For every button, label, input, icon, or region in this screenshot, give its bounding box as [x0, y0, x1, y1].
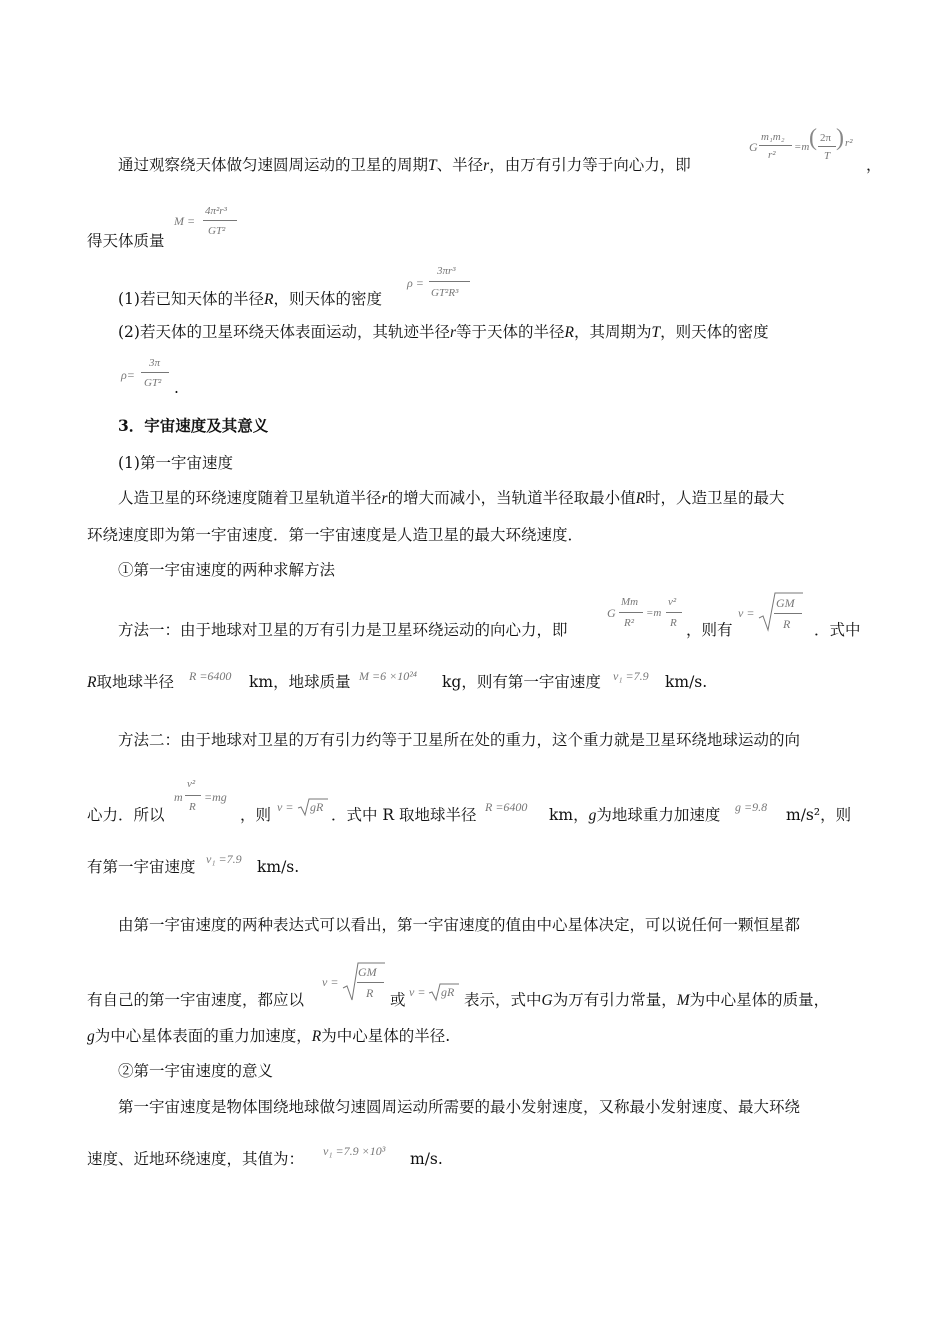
paragraph-line: [118, 155, 691, 176]
paragraph-line: 由第一宇宙速度的两种表达式可以看出，第一宇宙速度的值由中心星体决定，可以说任何一颗恒星都: [118, 916, 801, 934]
var: r: [449, 324, 457, 341]
var: R: [263, 291, 274, 308]
formula-numerator: 4π²r³: [205, 205, 227, 217]
text: ．式中 R 取地球半径: [331, 806, 477, 824]
fraction-bar: [203, 220, 237, 221]
formula-text: v =: [738, 606, 755, 620]
paragraph-line: ①第一宇宙速度的两种求解方法: [118, 561, 336, 579]
text: kg，则有第一宇宙速度: [442, 673, 601, 691]
text: 速度、近地环绕速度，其值为：: [87, 1150, 305, 1168]
var: R: [564, 324, 574, 341]
text: (1)若已知天体的半径: [118, 290, 264, 308]
formula-numerator: Mm: [621, 596, 639, 608]
text: 取地球半径: [96, 673, 174, 691]
text: 人造卫星的环绕速度随着卫星轨道半径: [118, 489, 382, 507]
subsection-title: (1)第一宇宙速度: [118, 454, 233, 472]
fraction-bar: [619, 612, 643, 613]
formula-text: =mg: [204, 790, 227, 804]
formula-text: G: [749, 140, 758, 154]
fraction-bar: [759, 145, 792, 146]
formula-numerator: 3πr³: [437, 265, 456, 277]
text: [549, 805, 720, 826]
formula-earth-radius: R =6400: [485, 800, 528, 814]
fraction-bar: [774, 613, 802, 614]
formula-denominator: GT²: [144, 377, 162, 389]
text: km，: [549, 806, 589, 824]
formula-text: gR: [310, 800, 324, 814]
text: 为万有引力常量，: [552, 991, 677, 1009]
paren-right-icon: ): [836, 125, 844, 151]
formula-text: m: [174, 790, 183, 804]
formula-numerator: GM: [358, 965, 377, 979]
formula-numerator: 3π: [149, 357, 161, 369]
formula-text: gR: [441, 985, 455, 999]
paren-left-icon: (: [809, 125, 817, 151]
formula-text: ρ =: [407, 276, 424, 290]
formula-text: ρ=: [121, 368, 135, 382]
formula-numerator: v²: [187, 778, 196, 790]
formula-text: v =: [322, 975, 339, 989]
var: g: [588, 807, 597, 824]
var: R: [87, 674, 97, 691]
formula-text: M =: [174, 214, 196, 228]
formula-denominator: R: [366, 986, 374, 1000]
paragraph-line: 得天体质量: [87, 232, 165, 250]
text: 有自己的第一宇宙速度，都应以: [87, 991, 305, 1009]
text: 心力．所以: [87, 806, 165, 824]
text: (2)若天体的卫星环绕天体表面运动，其轨迹半径: [118, 323, 450, 341]
var: T: [428, 157, 437, 174]
paragraph-line: [118, 289, 382, 310]
var: T: [651, 324, 661, 341]
formula-earth-mass: M =6 ×10²⁴: [359, 669, 417, 683]
paragraph-line: ②第一宇宙速度的意义: [118, 1062, 274, 1080]
period: .: [174, 379, 179, 397]
text: 时，人造卫星的最大: [645, 489, 785, 507]
text: 为中心星体的半径.: [321, 1027, 451, 1045]
formula-denominator: R: [189, 801, 196, 813]
var: r: [381, 490, 388, 507]
formula-text: =m: [646, 607, 662, 619]
formula-text: =m: [794, 141, 810, 153]
text: [464, 990, 829, 1011]
paragraph-line: 方法二：由于地球对卫星的万有引力约等于卫星所在处的重力，这个重力就是卫星环绕地球运动的向: [118, 731, 801, 749]
formula-numerator: v²: [668, 596, 677, 608]
formula-g: g =9.8: [735, 800, 768, 814]
formula-text: r²: [845, 137, 853, 149]
text: 有第一宇宙速度: [87, 858, 196, 876]
text: 、半径: [436, 156, 484, 174]
text: 表示，式中: [464, 991, 542, 1009]
formula-v1: v₁ =7.9: [206, 852, 242, 866]
section-heading: 3．宇宙速度及其意义: [118, 416, 269, 435]
text: 等于天体的半径: [456, 323, 565, 341]
text: ，则: [240, 806, 272, 824]
formula-v1: v₁ =7.9: [613, 669, 649, 683]
formula-denominator: GT²: [208, 225, 226, 237]
paragraph-line: 环绕速度即为第一宇宙速度．第一宇宙速度是人造卫星的最大环绕速度．: [87, 526, 584, 544]
text: m/s.: [410, 1150, 443, 1168]
var: g: [87, 1028, 95, 1045]
paragraph-line: [118, 488, 785, 509]
text: m/s²，则: [786, 806, 852, 824]
text: ．式中: [814, 621, 861, 639]
formula-v1-value: v₁ =7.9 ×10³: [323, 1144, 386, 1158]
formula-denominator: r²: [768, 149, 776, 161]
var: G: [541, 992, 553, 1009]
paragraph-line: [118, 322, 769, 343]
var: R: [635, 490, 646, 507]
text: 为中心星体的质量，: [689, 991, 830, 1009]
formula-denominator: R: [783, 617, 791, 631]
formula-denominator: GT²R³: [431, 287, 459, 299]
text: ，则天体的密度: [273, 290, 382, 308]
text: km，地球质量: [249, 673, 351, 691]
formula-numerator: m₁m₂: [761, 131, 785, 143]
text: 通过观察绕天体做匀速圆周运动的卫星的周期: [118, 156, 429, 174]
var: M: [676, 992, 690, 1009]
fraction-bar: [666, 612, 682, 613]
formula-text: G: [607, 606, 616, 620]
text: ，其周期为: [574, 323, 652, 341]
formula-denominator: R: [670, 617, 677, 629]
formula-text: v =: [409, 985, 426, 999]
paragraph-line: 第一宇宙速度是物体围绕地球做匀速圆周运动所需要的最小发射速度，又称最小发射速度、最大环绕: [118, 1098, 801, 1116]
var: r: [483, 157, 490, 174]
formula-text: v =: [277, 800, 294, 814]
formula-earth-radius: R =6400: [189, 669, 232, 683]
text: 为中心星体表面的重力加速度，: [94, 1027, 312, 1045]
formula-numerator: 2π: [820, 132, 832, 144]
text: ，由万有引力等于向心力，即: [489, 156, 691, 174]
formula-denominator: T: [824, 150, 831, 162]
paragraph-line: [87, 1026, 450, 1047]
fraction-bar: [141, 372, 169, 373]
fraction-bar: [357, 982, 384, 983]
comma: ，: [866, 156, 882, 174]
text: 的增大而减小，当轨道半径取最小值: [387, 489, 636, 507]
formula-denominator: R²: [624, 617, 635, 629]
var: R: [311, 1028, 322, 1045]
fraction-bar: [185, 795, 201, 796]
text: km/s.: [665, 673, 708, 691]
formula-numerator: GM: [776, 596, 795, 610]
text: 为地球重力加速度: [596, 806, 721, 824]
fraction-bar: [818, 146, 836, 147]
text: ，则有: [686, 621, 733, 639]
text: 或: [390, 991, 406, 1009]
paragraph-line: 方法一：由于地球对卫星的万有引力是卫星环绕运动的向心力，即: [118, 621, 568, 639]
paragraph-line: [87, 672, 174, 693]
fraction-bar: [429, 281, 470, 282]
text: km/s.: [257, 858, 300, 876]
text: ，则天体的密度: [660, 323, 769, 341]
